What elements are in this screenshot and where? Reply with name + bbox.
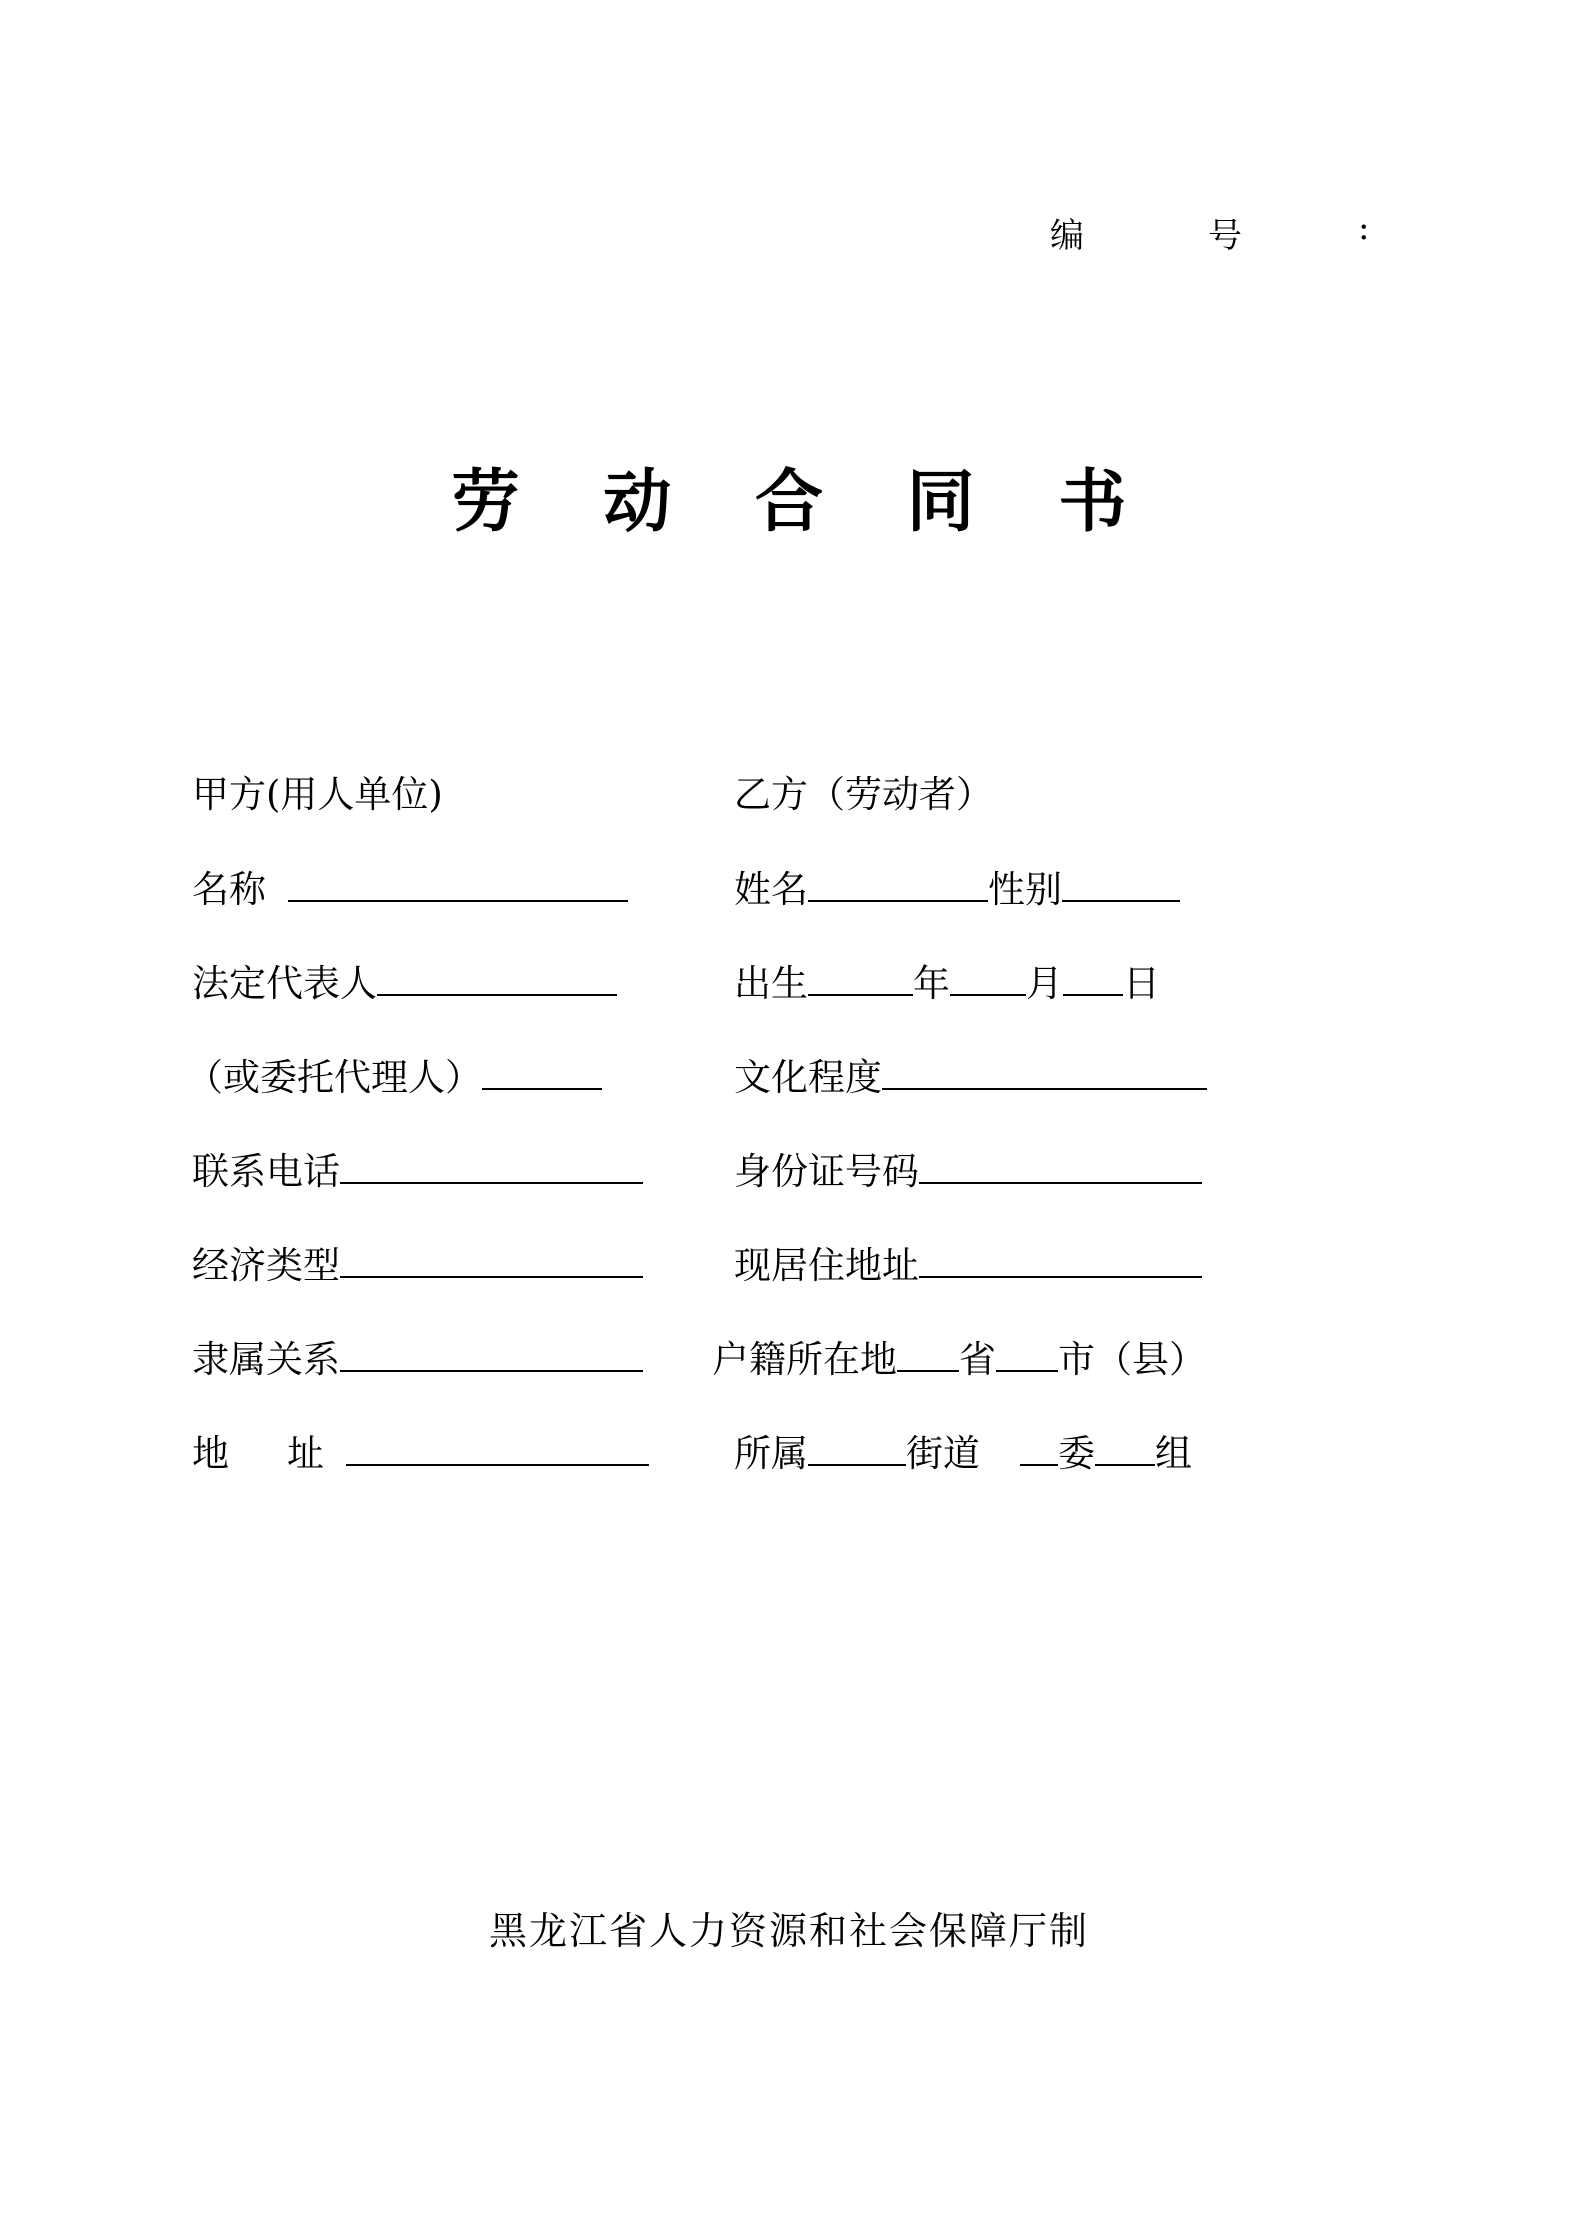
- party-b-group-label: 组: [1155, 1432, 1192, 1475]
- party-b-residence-field: [734, 1240, 1202, 1290]
- party-b-name-blank[interactable]: [808, 864, 988, 902]
- party-a-econ-type-blank[interactable]: [340, 1240, 643, 1278]
- party-a-agent-field: [186, 1052, 602, 1102]
- party-b-year-label: 年: [913, 962, 950, 1005]
- party-b-id-blank[interactable]: [919, 1146, 1202, 1184]
- party-b-id-label: 身份证号码: [734, 1150, 919, 1193]
- party-a-phone-field: [192, 1146, 643, 1196]
- party-b-education-blank[interactable]: [882, 1052, 1207, 1090]
- serial-colon: :: [1358, 208, 1370, 248]
- party-b-heading: 乙方（劳动者）: [734, 773, 993, 816]
- party-b-street-label: 街道: [906, 1432, 980, 1475]
- party-b-birth-field: [734, 958, 1160, 1008]
- party-a-heading: 甲方(用人单位): [192, 773, 443, 816]
- party-b-gender-label: 性别: [988, 868, 1062, 911]
- issuer-footer: 黑龙江省人力资源和社会保障厅制: [488, 1909, 1089, 1953]
- party-b-residence-blank[interactable]: [919, 1240, 1202, 1278]
- party-b-education-label: 文化程度: [734, 1056, 882, 1099]
- party-b-day-label: 日: [1123, 962, 1160, 1005]
- party-a-phone-blank[interactable]: [340, 1146, 643, 1184]
- party-b-birth-month-blank[interactable]: [950, 958, 1026, 996]
- party-a-name-label: 名称: [192, 868, 266, 911]
- party-b-city-label: 市（县）: [1058, 1338, 1206, 1381]
- party-b-belong-label: 所属: [734, 1432, 808, 1475]
- party-b-birth-year-blank[interactable]: [808, 958, 913, 996]
- party-b-street-blank[interactable]: [808, 1428, 906, 1466]
- party-a-econ-type-field: [192, 1240, 643, 1290]
- party-a-legal-rep-blank[interactable]: [377, 958, 617, 996]
- party-a-affiliation-label: 隶属关系: [192, 1338, 340, 1381]
- party-a-address-label-2: 址: [287, 1432, 324, 1475]
- serial-char-1: 编: [1050, 216, 1084, 256]
- party-b-committee-blank[interactable]: [1020, 1428, 1058, 1466]
- party-a-agent-blank[interactable]: [482, 1052, 602, 1090]
- serial-char-2: 号: [1208, 216, 1242, 256]
- party-b-birth-day-blank[interactable]: [1063, 958, 1123, 996]
- party-a-legal-rep-label: 法定代表人: [192, 962, 377, 1005]
- party-b-id-field: [734, 1146, 1202, 1196]
- party-b-birth-label: 出生: [734, 962, 808, 1005]
- party-b-province-blank[interactable]: [897, 1334, 959, 1372]
- party-b-committee-label: 委: [1058, 1432, 1095, 1475]
- serial-number-label: [1050, 208, 1380, 256]
- party-a-econ-type-label: 经济类型: [192, 1244, 340, 1287]
- party-a-address-label-1: 地: [192, 1432, 229, 1475]
- party-b-name-field: [734, 864, 1180, 914]
- party-b-education-field: [734, 1052, 1207, 1102]
- party-a-phone-label: 联系电话: [192, 1150, 340, 1193]
- party-b-hukou-field: [712, 1334, 1206, 1384]
- party-b-gender-blank[interactable]: [1062, 864, 1180, 902]
- party-a-name-blank[interactable]: [288, 864, 628, 902]
- document-title: 劳 动 合 同 书: [451, 463, 1157, 542]
- party-b-group-blank[interactable]: [1095, 1428, 1155, 1466]
- party-a-agent-label: （或委托代理人）: [186, 1056, 482, 1099]
- party-b-residence-label: 现居住地址: [734, 1244, 919, 1287]
- party-b-province-label: 省: [959, 1338, 996, 1381]
- party-a-affiliation-field: [192, 1334, 643, 1384]
- party-a-address-blank[interactable]: [346, 1428, 649, 1466]
- party-a-legal-rep-field: [192, 958, 617, 1008]
- party-b-belong-field: [734, 1428, 1192, 1478]
- party-b-city-blank[interactable]: [996, 1334, 1058, 1372]
- party-a-affiliation-blank[interactable]: [340, 1334, 643, 1372]
- party-b-month-label: 月: [1026, 962, 1063, 1005]
- party-b-name-label: 姓名: [734, 868, 808, 911]
- party-b-hukou-label: 户籍所在地: [712, 1338, 897, 1381]
- party-a-name-field: [192, 864, 628, 914]
- party-a-address-field: [192, 1428, 649, 1478]
